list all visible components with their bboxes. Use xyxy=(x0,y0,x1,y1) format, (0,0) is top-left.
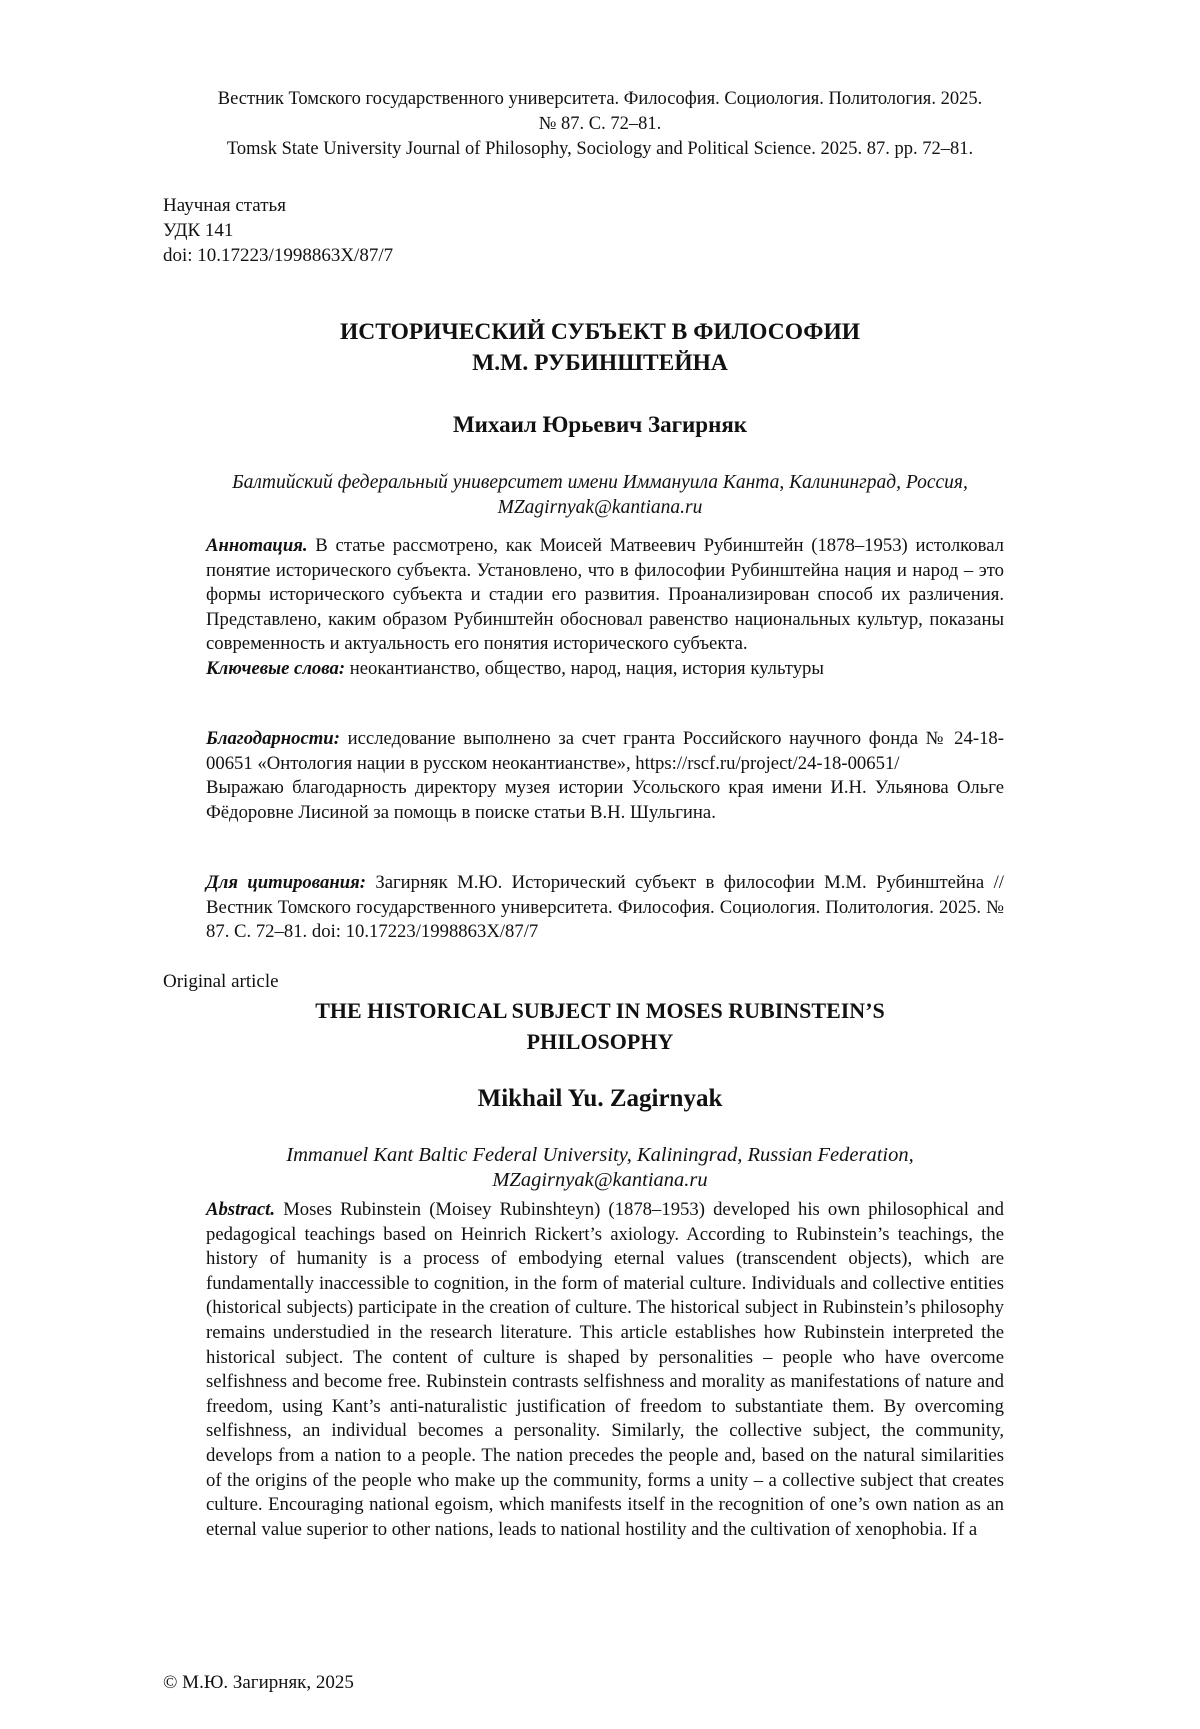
ru-citation xyxy=(206,871,1004,945)
en-article-type: Original article xyxy=(163,971,279,992)
ru-keywords xyxy=(206,657,1004,682)
ru-keywords-text: неокантианство, общество, народ, нация, история культуры xyxy=(349,657,824,679)
ru-acknowledgements xyxy=(206,727,1004,825)
en-abstract xyxy=(206,1198,1004,1542)
en-email: MZagirnyak@kantiana.ru xyxy=(492,1169,708,1191)
ru-author: Михаил Юрьевич Загирняк xyxy=(452,412,748,437)
en-affiliation xyxy=(140,1143,1060,1193)
en-title-line2: PHILOSOPHY xyxy=(526,1029,674,1054)
ru-title-line2: М.М. РУБИНШТЕЙНА xyxy=(472,350,728,376)
ru-abstract-label: Аннотация. xyxy=(206,535,308,556)
copyright: © М.Ю. Загирняк, 2025 xyxy=(163,1672,354,1693)
en-affiliation-text: Immanuel Kant Baltic Federal University, Kaliningrad, Russian Federation, xyxy=(286,1144,914,1166)
ru-cite-text: Загирняк М.Ю. Исторический субъект в философии М.М. Рубинштейна // Вестник Томского государственного университета. Философия. Социология. Политология. 2025. № 87. С. 72–81. doi: 10.17223/1998863X/87/7 xyxy=(206,872,1004,943)
ru-ack-text2: Выражаю благодарность директору музея истории Усольского края имени И.Н. Ульянова Ольге Фёдоровне Лисиной за помощь в поиске статьи В.Н. Шульгина. xyxy=(206,777,1004,823)
ru-affiliation xyxy=(140,470,1060,520)
journal-header xyxy=(140,87,1060,162)
ru-title xyxy=(160,317,1040,379)
ru-title-line1: ИСТОРИЧЕСКИЙ СУБЪЕКТ В ФИЛОСОФИИ xyxy=(339,319,861,345)
en-abstract-label: Abstract. xyxy=(206,1199,276,1220)
ru-abstract-text: В статье рассмотрено, как Моисей Матвеевич Рубинштейн (1878–1953) истолковал понятие исторического субъекта. Установлено, что в философии Рубинштейна нация и народ – это формы исторического субъекта и стадии его развития. Проанализирован способ их различения. Представлено, каким образом Рубинштейн обосновал равенство национальных культур, показаны современность и актуальность его понятия исторического субъекта. xyxy=(206,535,1004,655)
article-meta xyxy=(163,193,393,268)
doi: doi: 10.17223/1998863X/87/7 xyxy=(163,245,394,266)
ru-abstract xyxy=(206,534,1004,657)
udc-code: УДК 141 xyxy=(163,220,234,241)
journal-ru-line1: Вестник Томского государственного университета. Философия. Социология. Политология. 2025. xyxy=(217,89,983,109)
article-type: Научная статья xyxy=(163,195,286,216)
en-abstract-text: Moses Rubinstein (Moisey Rubinshteyn) (1878–1953) developed his own philosophical and pedagogical teachings based on Heinrich Rickert’s axiology. According to Rubinstein’s teachings, the history of humanity is a process of embodying eternal values (transcendent objects), which are fundamentally inaccessible to cognition, in the form of material culture. Individuals and collective entities (historical subjects) participate in the creation of culture. The historical subject in Rubinstein’s philosophy remains understudied in the research literature. This article establishes how Rubinstein interpreted the historical subject. The content of culture is shaped by personalities – people who have overcome selfishness and become free. Rubinstein contrasts selfishness and morality as manifestations of nature and freedom, using Kant’s anti-naturalistic justification of freedom to substantiate them. By overcoming selfishness, an individual becomes a personality. Similarly, the collective subject, the community, develops from a nation to a people. The nation precedes the people and, based on the natural similarities of the origins of the people who make up the community, forms a unity – a collective subject that creates culture. Encouraging national egoism, which manifests itself in the recognition of one’s own nation as an eternal value superior to other nations, leads to national hostility and the cultivation of xenophobia. If a xyxy=(206,1199,1004,1540)
journal-en: Tomsk State University Journal of Philosophy, Sociology and Political Science. 2025. 87. pp. 72–81. xyxy=(226,139,974,159)
en-title-line1: THE HISTORICAL SUBJECT IN MOSES RUBINSTEIN’S xyxy=(315,998,885,1023)
ru-ack-para xyxy=(206,727,1004,776)
ru-abstract-block xyxy=(206,534,1004,682)
en-title xyxy=(160,995,1040,1057)
ru-citation-para xyxy=(206,871,1004,945)
ru-keywords-label: Ключевые слова: xyxy=(206,657,346,679)
ru-email: MZagirnyak@kantiana.ru xyxy=(497,497,703,518)
en-abstract-block xyxy=(206,1198,1004,1542)
ru-affiliation-text: Балтийский федеральный университет имени Иммануила Канта, Калининград, Россия, xyxy=(232,472,968,493)
ru-ack-label: Благодарности: xyxy=(206,728,340,749)
journal-ru-line2: № 87. С. 72–81. xyxy=(538,114,662,134)
ru-cite-label: Для цитирования: xyxy=(206,872,366,893)
en-author: Mikhail Yu. Zagirnyak xyxy=(477,1085,723,1112)
ru-ack-text: исследование выполнено за счет гранта Российского научного фонда № 24-18-00651 «Онтология нации в русском неокантианстве», https://rscf.ru/project/24-18-00651/ xyxy=(206,728,1004,774)
